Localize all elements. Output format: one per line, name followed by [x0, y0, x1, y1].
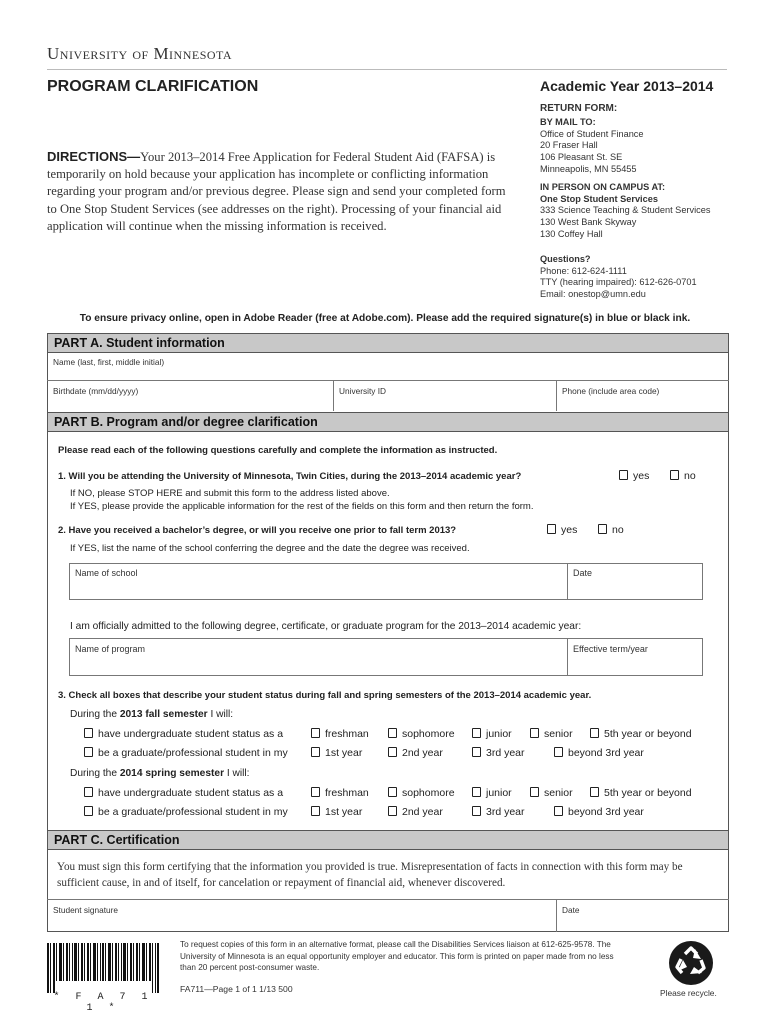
q1-if-no: If NO, please STOP HERE and submit this form to the address listed above. — [70, 488, 390, 499]
fall-grad-option[interactable]: be a graduate/professional student in my — [84, 747, 288, 759]
checkbox[interactable] — [554, 806, 563, 816]
question-1: 1. Will you be attending the University of Minnesota, Twin Cities, during the 2013–2014 academic year? — [58, 471, 522, 482]
q1-no-checkbox[interactable] — [670, 470, 679, 480]
footer-note: To request copies of this form in an alternative format, please call the Disabilities Services liaison at 612-625-9578. The University of Minnesota is an equal opportunity employer and educator. This form is printed on paper made from no less than 20 percent post-consumer waste. — [180, 940, 614, 973]
effective-term-label: Effective term/year — [573, 644, 648, 654]
program-name-label: Name of program — [75, 644, 146, 654]
form-title: PROGRAM CLARIFICATION — [47, 78, 259, 95]
contact-line: Phone: 612-624-1111 — [540, 265, 627, 276]
checkbox[interactable] — [311, 747, 320, 757]
return-form-heading: RETURN FORM: — [540, 103, 618, 114]
fall-2nd-year-option[interactable]: 2nd year — [388, 747, 443, 759]
part-c-header: PART C. Certification — [47, 830, 729, 850]
spring-freshman-option[interactable]: freshman — [311, 787, 369, 799]
checkbox[interactable] — [388, 787, 397, 797]
question-3: 3. Check all boxes that describe your student status during fall and spring semesters of the 2013–2014 academic year. — [58, 690, 592, 701]
fall-5th-year-option[interactable]: 5th year or beyond — [590, 728, 692, 740]
signature-date-field[interactable] — [557, 900, 728, 931]
name-field[interactable] — [48, 354, 728, 380]
admitted-text: I am officially admitted to the following degree, certificate, or graduate program for the 2013–2014 academic year: — [70, 621, 582, 632]
checkbox[interactable] — [311, 728, 320, 738]
spring-3rd-year-option[interactable]: 3rd year — [472, 806, 525, 818]
checkbox[interactable] — [472, 806, 481, 816]
signature-date-label: Date — [562, 905, 580, 915]
part-a-header: PART A. Student information — [47, 333, 729, 353]
in-person-name: One Stop Student Services — [540, 193, 658, 204]
spring-undergrad-option[interactable]: have undergraduate student status as a — [84, 787, 283, 799]
q2-yes-checkbox[interactable] — [547, 524, 556, 534]
question-2: 2. Have you received a bachelor’s degree, or will you receive one prior to fall term 2013? — [58, 525, 457, 536]
spring-semester-label: During the 2014 spring semester I will: — [70, 768, 250, 779]
fall-senior-option[interactable]: senior — [530, 728, 573, 740]
in-person-line: 333 Science Teaching & Student Services — [540, 205, 711, 216]
checkbox[interactable] — [311, 787, 320, 797]
fall-undergrad-checkbox[interactable] — [84, 728, 93, 738]
mail-line: 20 Fraser Hall — [540, 140, 598, 151]
spring-senior-option[interactable]: senior — [530, 787, 573, 799]
q1-yes-checkbox[interactable] — [619, 470, 628, 480]
university-id-label: University ID — [339, 386, 387, 396]
spring-1st-year-option[interactable]: 1st year — [311, 806, 362, 818]
q2-yes-option[interactable]: yes — [547, 524, 577, 536]
degree-date-label: Date — [573, 568, 593, 578]
mail-line: 106 Pleasant St. SE — [540, 152, 623, 163]
spring-grad-option[interactable]: be a graduate/professional student in my — [84, 806, 288, 818]
mail-line: Minneapolis, MN 55455 — [540, 163, 637, 174]
spring-beyond-3rd-option[interactable]: beyond 3rd year — [554, 806, 644, 818]
fall-3rd-year-option[interactable]: 3rd year — [472, 747, 525, 759]
checkbox[interactable] — [530, 787, 539, 797]
contact-line: Email: onestop@umn.edu — [540, 289, 646, 300]
q2-if-yes: If YES, list the name of the school conferring the degree and the date the degree was received. — [70, 543, 470, 554]
checkbox[interactable] — [590, 728, 599, 738]
barcode-graphic — [47, 943, 159, 993]
part-b-header: PART B. Program and/or degree clarification — [47, 412, 729, 432]
signature-label: Student signature — [53, 905, 119, 915]
name-field-label: Name (last, first, middle initial) — [53, 357, 165, 367]
q1-if-yes: If YES, please provide the applicable information for the rest of the fields on this form and then return the form. — [70, 501, 534, 512]
q1-no-option[interactable]: no — [670, 470, 696, 482]
school-name-label: Name of school — [75, 568, 138, 578]
effective-term-field[interactable] — [568, 639, 702, 675]
directions-body: Your 2013–2014 Free Application for Federal Student Aid (FAFSA) is temporarily on hold because your application has incomplete or conflicting information regarding your program and/or previous degree. Please sign and send your completed form to One Stop Student Services (see addresses on the right). Processing of your financial aid application will continue when the missing information is received. — [47, 150, 506, 233]
checkbox[interactable] — [472, 787, 481, 797]
spring-5th-year-option[interactable]: 5th year or beyond — [590, 787, 692, 799]
university-name: University of Minnesota — [47, 44, 233, 63]
phone-field[interactable] — [557, 381, 728, 411]
privacy-note: To ensure privacy online, open in Adobe Reader (free at Adobe.com). Please add the required signature(s) in blue or black ink. — [79, 313, 691, 324]
program-name-field[interactable] — [70, 639, 567, 675]
certification-text: You must sign this form certifying that the information you provided is true. Misrepresentation of facts in connection with this form may be sufficient cause, in and of itself, for cancelation or repayment of financial aid, whenever discovered. — [57, 861, 683, 889]
academic-year: Academic Year 2013–2014 — [540, 78, 714, 94]
fall-freshman-option[interactable]: freshman — [311, 728, 369, 740]
header-divider — [47, 69, 727, 70]
spring-2nd-year-option[interactable]: 2nd year — [388, 806, 443, 818]
checkbox[interactable] — [388, 728, 397, 738]
spring-grad-checkbox[interactable] — [84, 806, 93, 816]
birthdate-label: Birthdate (mm/dd/yyyy) — [53, 386, 139, 396]
school-name-field[interactable] — [70, 564, 567, 599]
q2-no-option[interactable]: no — [598, 524, 624, 536]
recycle-icon — [668, 940, 714, 986]
barcode-text: * F A 7 1 1 * — [53, 992, 153, 1014]
checkbox[interactable] — [590, 787, 599, 797]
directions — [47, 148, 507, 235]
fall-1st-year-option[interactable]: 1st year — [311, 747, 362, 759]
form-id: FA711—Page 1 of 1 1/13 500 — [180, 984, 293, 994]
checkbox[interactable] — [472, 728, 481, 738]
directions-heading: DIRECTIONS— — [47, 149, 141, 164]
by-mail-heading: BY MAIL TO: — [540, 116, 596, 127]
spring-undergrad-checkbox[interactable] — [84, 787, 93, 797]
student-signature-field[interactable] — [48, 900, 556, 931]
checkbox[interactable] — [530, 728, 539, 738]
mail-line: Office of Student Finance — [540, 128, 644, 139]
questions-heading: Questions? — [540, 253, 591, 264]
fall-beyond-3rd-option[interactable]: beyond 3rd year — [554, 747, 644, 759]
in-person-line: 130 West Bank Skyway — [540, 217, 637, 228]
part-b-intro: Please read each of the following questions carefully and complete the information as instructed. — [58, 445, 498, 456]
recycle-label: Please recycle. — [660, 988, 717, 998]
spring-junior-option[interactable]: junior — [472, 787, 512, 799]
birthdate-field[interactable] — [48, 381, 333, 411]
checkbox[interactable] — [311, 806, 320, 816]
q2-no-checkbox[interactable] — [598, 524, 607, 534]
in-person-heading: IN PERSON ON CAMPUS AT: — [540, 181, 666, 192]
checkbox[interactable] — [554, 747, 563, 757]
phone-label: Phone (include area code) — [562, 386, 660, 396]
spring-sophomore-option[interactable]: sophomore — [388, 787, 455, 799]
fall-grad-checkbox[interactable] — [84, 747, 93, 757]
degree-date-field[interactable] — [568, 564, 702, 599]
university-id-field[interactable] — [334, 381, 556, 411]
fall-junior-option[interactable]: junior — [472, 728, 512, 740]
contact-line: TTY (hearing impaired): 612-626-0701 — [540, 277, 697, 288]
return-form-block — [540, 103, 710, 301]
in-person-line: 130 Coffey Hall — [540, 228, 603, 239]
checkbox[interactable] — [472, 747, 481, 757]
fall-undergrad-option[interactable]: have undergraduate student status as a — [84, 728, 283, 740]
checkbox[interactable] — [388, 806, 397, 816]
q1-yes-option[interactable]: yes — [619, 470, 649, 482]
fall-sophomore-option[interactable]: sophomore — [388, 728, 455, 740]
checkbox[interactable] — [388, 747, 397, 757]
fall-semester-label: During the 2013 fall semester I will: — [70, 709, 234, 720]
